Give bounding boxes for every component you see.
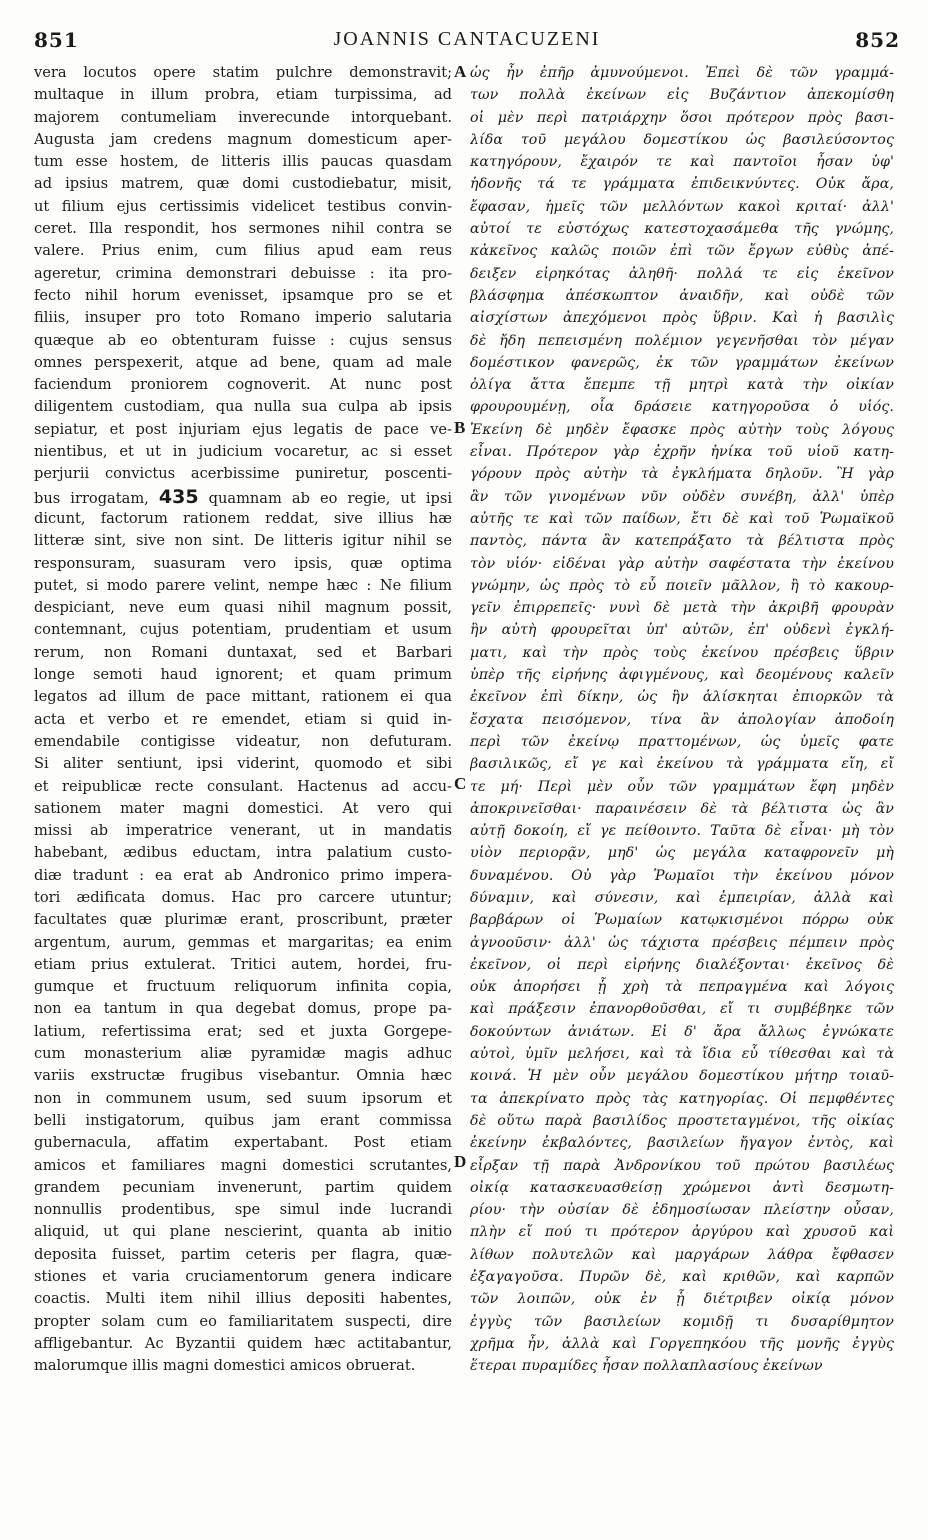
- latin-line: fecto nihil horum evenisset, ipsamque pro se et: [34, 286, 452, 304]
- latin-line: ut filium ejus certissimis videlicet testibus convin-: [34, 197, 452, 215]
- latin-line: cum monasterium aliæ pyramidæ magis adhuc: [34, 1045, 452, 1063]
- greek-line: τα ἀπεκρίνατο πρὸς τὰς κατηγορίας. Οἱ πεμφθέντες: [470, 1090, 894, 1107]
- greek-column: [470, 62, 894, 1378]
- margin-marker-d: D: [454, 1152, 467, 1171]
- greek-line: δὲ οὕτω παρὰ βασιλίδος προστεταγμένοι, τῆς οἰκίας: [470, 1112, 894, 1129]
- latin-line: putet, si modo parere velint, nempe hæc : Ne filium: [34, 576, 452, 594]
- latin-line: et reipublicæ recte consulant. Hactenus ad accu-: [34, 777, 452, 795]
- greek-line: ἣν αὐτὴ φρουρεῖται ὑπ' αὐτῶν, ἐπ' οὐδενὶ ἐγκλή-: [470, 622, 894, 639]
- greek-line: δύναμιν, καὶ σύνεσιν, καὶ ἐμπειρίαν, ἀλλὰ καὶ: [470, 889, 894, 906]
- greek-line: οἱ μὲν περὶ πατριάρχην ὅσοι πρότερον πρὸς βασι-: [470, 109, 894, 126]
- latin-line: perjurii convictus acerbissime puniretur, poscenti-: [34, 465, 452, 483]
- greek-line: καὶ πράξεσιν ἐπανορθοῦσθαι, εἴ τι συμβέβηκε τῶν: [470, 1001, 894, 1018]
- original-page-number: 435: [158, 485, 199, 508]
- latin-line: non in communem usum, sed suum ipsorum et: [34, 1089, 452, 1107]
- latin-line: litteræ sint, sive non sint. De litteris igitur nihil se: [34, 532, 452, 550]
- greek-line: τῶν λοιπῶν, οὐκ ἐν ᾗ διέτριβεν οἰκίᾳ μόνον: [470, 1291, 894, 1308]
- greek-line: γεῖν ἐπιρρεπεῖς· νυνὶ δὲ μετὰ τὴν ἀκριβῆ φρουρὰν: [470, 600, 894, 617]
- latin-line: variis exstructæ frugibus visebantur. Omnia hæc: [34, 1067, 452, 1085]
- greek-line: ἐκείνην ἐκβαλόντες, βασιλείων ἤγαγον ἐντὸς, καὶ: [470, 1135, 894, 1152]
- greek-line: παντὸς, πάντα ἂν κατεπράξατο τὰ βέλτιστα πρὸς: [470, 533, 894, 550]
- latin-line: valere. Prius enim, cum filius apud eam reus: [34, 242, 452, 260]
- greek-line: βλάσφημα ἀπέσκωπτον ἀναιδῆν, καὶ οὐδὲ τῶν: [470, 287, 894, 304]
- greek-line: λίθων πολυτελῶν καὶ μαργάρων λάθρα ἔφθασεν: [470, 1246, 894, 1263]
- greek-line: ἐκεῖνον ἐπὶ δίκην, ὡς ἢν ἁλίσκηται ἐπιορκῶν τὰ: [470, 689, 894, 706]
- page-number-left: 851: [34, 28, 79, 52]
- latin-line: argentum, aurum, gemmas et margaritas; ea enim: [34, 933, 452, 951]
- latin-line: legatos ad illum de pace mittant, rationem ei qua: [34, 688, 452, 706]
- latin-line: habebant, ædibus eductam, intra palatium custo-: [34, 844, 452, 862]
- page-number-right: 852: [855, 28, 900, 52]
- latin-line: dicunt, factorum rationem reddat, sive illius hæ: [34, 509, 452, 527]
- greek-line: δοκούντων ἀνιάτων. Εἰ δ' ἄρα ἄλλως ἐγνώκατε: [470, 1023, 894, 1040]
- latin-line: belli instigatorum, quibus jam erant commissa: [34, 1111, 452, 1129]
- latin-line: ageretur, crimina demonstrari debuisse : ita pro-: [34, 264, 452, 282]
- latin-line-text: bus irrogatam,: [34, 489, 149, 507]
- greek-line: τὸν υἱόν· εἰδέναι γὰρ αὐτὴν σαφέστατα τὴν ἐκείνου: [470, 555, 894, 572]
- greek-line: των πολλὰ ἐκείνων εἰς Βυζάντιον ἀπεκομίσθη: [470, 87, 894, 104]
- greek-line: Ἐκείνη δὲ μηδὲν ἔφασκε πρὸς αὐτὴν τοὺς λόγους: [470, 421, 894, 438]
- greek-line: κἀκεῖνος καλῶς ποιῶν ἐπὶ τῶν ἔργων εὐθὺς ἀπέ-: [470, 243, 894, 260]
- greek-line: αὐτοί τε εὐστόχως κατεστοχασάμεθα τῆς γνώμης,: [470, 221, 894, 238]
- latin-line: facultates quæ plurimæ erant, proscribunt, præter: [34, 911, 452, 929]
- greek-line: δομέστικον φανερῶς, ἐκ τῶν γραμμάτων ἐκείνων: [470, 354, 894, 371]
- latin-line: coactis. Multi item nihil illius depositi habentes,: [34, 1290, 452, 1308]
- running-head-title: JOANNIS CANTACUZENI: [333, 28, 601, 50]
- greek-line: ὡς ἦν ἐπῆρ ἀμυνούμενοι. Ἐπεὶ δὲ τῶν γραμμά-: [470, 65, 894, 81]
- latin-line: nonnullis prodentibus, spe simul inde lucrandi: [34, 1201, 452, 1219]
- latin-line: malorumque illis magni domestici amicos obruerat.: [34, 1357, 416, 1375]
- greek-line: ἐγγὺς τῶν βασιλείων κομιδῇ τι δυσαρίθμητον: [470, 1313, 894, 1330]
- latin-line: faciendum proniorem cognoverit. At nunc post: [34, 376, 452, 394]
- latin-line: tori ædificata domus. Hac pro carcere utuntur;: [34, 888, 452, 906]
- latin-line: sepiatur, et post injuriam ejus legatis de pace ve-: [34, 420, 452, 438]
- latin-column: [34, 62, 452, 1378]
- margin-marker-b: B: [454, 418, 466, 437]
- latin-line: multaque in illum probra, etiam turpissima, ad: [34, 86, 452, 104]
- latin-line: ceret. Illa respondit, hos sermones nihil contra se: [34, 220, 452, 238]
- latin-line: affligebantur. Ac Byzantii quidem hæc actitabantur,: [34, 1334, 452, 1352]
- greek-line: κατηγόρουν, ἔχαιρόν τε καὶ παντοῖοι ἦσαν ὑφ': [470, 154, 894, 171]
- latin-line: latium, refertissima erat; sed et juxta Gorgepe-: [34, 1022, 452, 1040]
- greek-line: κοινά. Ἡ μὲν οὖν μεγάλου δομεστίκου μήτηρ τοιαῦ-: [470, 1068, 894, 1085]
- latin-line: [34, 486, 452, 508]
- greek-line: εἶρξαν τῇ παρὰ Ἀνδρονίκου τοῦ πρώτου βασιλέως: [470, 1157, 894, 1174]
- greek-line: οὐκ ἀπορήσει ᾗ χρὴ τὰ πεπραγμένα καὶ λόγοις: [470, 979, 894, 996]
- greek-line: ἀποκρινεῖσθαι· παραινέσειν δὲ τὰ βέλτιστα ὡς ἂν: [470, 800, 894, 817]
- margin-marker-a: A: [454, 62, 467, 81]
- greek-line: ἐξαγαγοῦσα. Πυρῶν δὲ, καὶ κριθῶν, καὶ καρπῶν: [470, 1269, 894, 1286]
- latin-line: tum esse hostem, de litteris illis paucas quasdam: [34, 153, 452, 171]
- latin-line: responsuram, suasuram vero ipsis, quæ optima: [34, 554, 452, 572]
- greek-line: αἰσχίστων ἀπεχόμενοι πρὸς ὕβριν. Καὶ ἡ βασιλὶς: [470, 310, 894, 327]
- latin-line-text: quamnam ab eo regie, ut ipsi: [208, 489, 452, 507]
- greek-line: οἰκίᾳ κατασκευασθείσῃ χρώμενοι ἀντὶ δεσμωτη-: [470, 1179, 894, 1196]
- latin-line: diligentem custodiam, qua nulla sua culpa ab ipsis: [34, 398, 452, 416]
- greek-line: ρίου· τὴν οὐσίαν δὲ ἐδημοσίωσαν πλείστην οὖσαν,: [470, 1202, 894, 1219]
- latin-line: grandem pecuniam invenerunt, partim quidem: [34, 1178, 452, 1196]
- latin-line: missi ab imperatrice venerant, ut in mandatis: [34, 822, 452, 840]
- latin-line: stiones et varia cruciamentorum genera indicare: [34, 1268, 452, 1286]
- greek-line: φρουρουμένῃ, οἷα δράσειε κατηγοροῦσα ὁ υἱός.: [470, 399, 894, 416]
- latin-line: propter solam cum eo familiaritatem suspecti, dire: [34, 1312, 452, 1330]
- latin-line: rerum, non Romani duntaxat, sed et Barbari: [34, 643, 452, 661]
- latin-line: emendabile contigisse videatur, non defuturam.: [34, 732, 452, 750]
- greek-line: εἶναι. Πρότερον γὰρ ἐχρῆν ἡνίκα τοῦ υἱοῦ κατη-: [470, 444, 894, 461]
- greek-line: ἐκεῖνον, οἱ περὶ εἰρήνης διαλέξονται· ἐκεῖνος δὲ: [470, 956, 894, 973]
- greek-line: ἡδονῆς τά τε γράμματα ἐπιδεικνύντες. Οὐκ ἄρα,: [470, 176, 894, 193]
- latin-line: deposita fuisset, partim ceteris per flagra, quæ-: [34, 1245, 452, 1263]
- greek-line: αὐτῆς τε καὶ τῶν παίδων, ἔτι δὲ καὶ τοῦ Ῥωμαϊκοῦ: [470, 510, 894, 527]
- latin-line: aliquid, ut qui plane nescierint, quanta ab initio: [34, 1223, 452, 1241]
- latin-line: Si aliter sentiunt, ipsi viderint, quomodo et sibi: [34, 755, 452, 773]
- latin-line: gubernacula, affatim expertabant. Post etiam: [34, 1134, 452, 1152]
- latin-line: quæque ab eo obtenturam fuisse : cujus sensus: [34, 331, 452, 349]
- greek-line: δὲ ἤδη πεπεισμένη πολέμιον γεγενῆσθαι τὸν μέγαν: [470, 332, 894, 349]
- latin-line: Augusta jam credens magnum domesticum aper-: [34, 130, 452, 148]
- greek-line: αὐτῇ δοκοίη, εἴ γε πείθοιντο. Ταῦτα δὲ εἶναι· μὴ τὸν: [470, 823, 894, 840]
- latin-line: non ea tantum in qua degebat domus, prope pa-: [34, 1000, 452, 1018]
- greek-line: ἔφασαν, ἡμεῖς τῶν μελλόντων κακοὶ κριταί· ἀλλ': [470, 198, 894, 215]
- greek-line: ματι, καὶ τὴν πρὸς τοὺς ἐκείνου πρέσβεις ὕβριν: [470, 644, 894, 661]
- greek-line: ἀγνοοῦσιν· ἀλλ' ὡς τάχιστα πρέσβεις πέμπειν πρὸς: [470, 934, 894, 951]
- latin-line: gumque et fructuum reliquorum infinita copia,: [34, 978, 452, 996]
- margin-marker-c: C: [454, 774, 467, 793]
- greek-line: ὀλίγα ἄττα ἔπεμπε τῇ μητρὶ κατὰ τὴν οἰκίαν: [470, 377, 894, 394]
- greek-line: δειξεν εἰρηκότας ἀληθῆ· πολλά τε εἰς ἐκεῖνον: [470, 265, 894, 282]
- greek-line: δυναμένου. Οὐ γὰρ Ῥωμαῖοι τὴν ἐκείνου μόνον: [470, 867, 894, 884]
- latin-line: majorem contumeliam inverecunde intorquebant.: [34, 108, 452, 126]
- latin-line: despiciant, neve eum quasi nihil magnum possit,: [34, 599, 452, 617]
- latin-line: longe semoti haud ignorent; et quam primum: [34, 666, 452, 684]
- latin-line: ad ipsius matrem, quæ domi custodiebatur, misit,: [34, 175, 452, 193]
- greek-line: βαρβάρων οἱ Ῥωμαίων κατῳκισμένοι πόρρω οὐκ: [470, 912, 894, 929]
- latin-line: acta et verbo et re emendet, etiam si quid in-: [34, 710, 452, 728]
- latin-line: diæ tradunt : ea erat ab Andronico primo impera-: [34, 866, 452, 884]
- greek-line: ἂν τῶν γινομένων νῦν οὐδὲν συνέβη, ἀλλ' ὑπὲρ: [470, 488, 894, 505]
- greek-line: βασιλικῶς, εἴ γε καὶ ἐκείνου τὰ γράμματα εἴη, εἴ: [470, 756, 894, 773]
- latin-line: sationem mater magni domestici. At vero qui: [34, 799, 452, 817]
- greek-line: αὐτοὶ, ὑμῖν μελήσει, καὶ τὰ ἴδια εὖ τίθεσθαι καὶ τὰ: [470, 1046, 894, 1063]
- latin-line: etiam prius extulerat. Tritici autem, hordei, fru-: [34, 955, 452, 973]
- latin-line: contemnant, cujus potentiam, prudentiam et usum: [34, 621, 452, 639]
- latin-line: vera locutos opere statim pulchre demonstravit;: [34, 64, 452, 81]
- greek-line: γόρουν πρὸς αὐτὴν τὰ ἐγκλήματα δηλοῦν. Ἢ γὰρ: [470, 466, 894, 483]
- greek-line: περὶ τῶν ἐκείνῳ πραττομένων, ὡς ὑμεῖς φατε: [470, 733, 894, 750]
- greek-line: λίδα τοῦ μεγάλου δομεστίκου ὡς βασιλεύσοντος: [470, 131, 894, 148]
- greek-line: χρῆμα ἦν, ἀλλὰ καὶ Γοργεπηκόου τῆς μονῆς ἐγγὺς: [470, 1335, 894, 1352]
- greek-line: ἔσχατα πεισόμενον, τίνα ἂν ἀπολογίαν ἀποδοίη: [470, 711, 894, 728]
- greek-line: γνώμην, ὡς πρὸς τὸ εὖ ποιεῖν μᾶλλον, ἢ τὸ κακουρ-: [470, 577, 894, 594]
- greek-line: υἱὸν περιορᾷν, μηδ' ὡς μεγάλα καταφρονεῖν μὴ: [470, 845, 894, 862]
- greek-line: ἕτεραι πυραμίδες ἦσαν πολλαπλασίους ἐκείνων: [470, 1358, 823, 1375]
- greek-line: πλὴν εἴ πού τι πρότερον ἀργύρου καὶ χρυσοῦ καὶ: [470, 1224, 894, 1241]
- latin-line: nientibus, et ut in judicium vocaretur, ac si esset: [34, 443, 452, 461]
- greek-line: ὑπὲρ τῆς εἰρήνης ἀφιγμένους, καὶ δεομένους καλεῖν: [470, 667, 894, 684]
- latin-line: omnes perspexerit, atque ad bene, quam ad male: [34, 353, 452, 371]
- page-header: [34, 28, 900, 58]
- latin-line: filiis, insuper pro toto Romano imperio salutaria: [34, 309, 452, 327]
- latin-line: amicos et familiares magni domestici scrutantes,: [34, 1156, 452, 1174]
- greek-line: τε μή· Περὶ μὲν οὖν τῶν γραμμάτων ἔφη μηδὲν: [470, 778, 894, 795]
